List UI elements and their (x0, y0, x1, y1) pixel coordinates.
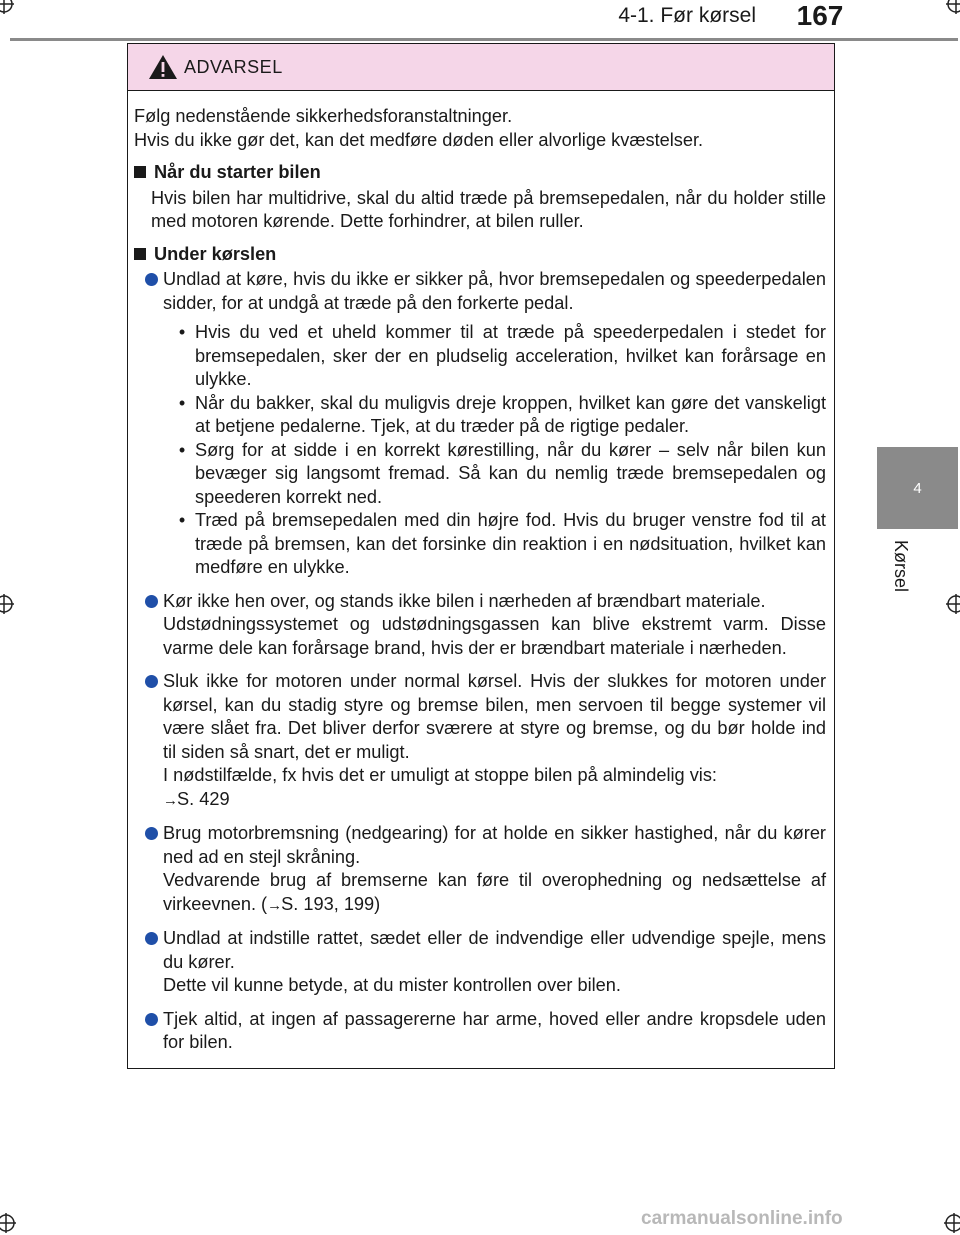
page-reference-link[interactable]: S. 193, 199 (281, 893, 375, 914)
item-3-reference[interactable] (163, 788, 826, 813)
circle-bullet-icon (145, 932, 158, 945)
crop-mark-bottom-left (0, 1207, 24, 1233)
circle-bullet-icon (145, 595, 158, 608)
square-bullet-icon (134, 248, 146, 260)
section-heading (134, 161, 826, 185)
chapter-tab (877, 447, 958, 529)
crop-mark-top-left (0, 0, 24, 24)
sub-bullet-item: • Sørg for at sidde i en korrekt kørestilling, når du kører – selv når bilen kun bevæger sig langsomt fremad. Så kan du nemlig træde bremsepedalen og speederen korrekt ned. (163, 439, 826, 510)
square-bullet-icon (134, 166, 146, 178)
chapter-label: Kørsel (891, 540, 911, 593)
warning-title: ADVARSEL (184, 56, 283, 77)
item-1-text: Undlad at køre, hvis du ikke er sikker på, hvor bremsepedalen og speederpedalen sidder, for at undgå at træde på den forkerte pedal. (163, 269, 826, 313)
item-5-text: Undlad at indstille rattet, sædet eller de indvendige eller udvendige spejle, mens du kører. (163, 928, 826, 972)
circle-bullet-icon (145, 827, 158, 840)
circle-bullet-icon (145, 273, 158, 286)
header-rule (10, 38, 958, 41)
crop-mark-mid-left (0, 591, 22, 617)
bullet-dot-icon: • (178, 439, 186, 460)
section-heading (134, 243, 826, 267)
circle-bullet-icon (145, 675, 158, 688)
bullet-dot-icon: • (178, 510, 186, 530)
section-starting (134, 161, 826, 234)
sub-bullet-item: • Hvis du ved et uheld kommer til at træde på speederpedalen i stedet for bremsepedalen, sker der en pludselig acceleration, hvilket kan forårsage en ulykke. (163, 321, 826, 392)
intro-line-1: Følg nedenstående sikkerhedsforanstaltninger. (134, 106, 513, 126)
circle-bullet-icon (145, 1013, 158, 1026)
section-driving (134, 243, 826, 1055)
list-item (134, 1008, 826, 1055)
sub-bullet-item: • Træd på bremsepedalen med din højre fod. Hvis du bruger venstre fod til at træde på bremsen, kan det forsinke din reaktion i en nødsituation, hvilket kan medføre en ulykke. (163, 509, 826, 580)
crop-mark-top-right (936, 0, 960, 24)
section-title: 4-1. Før kørsel (618, 4, 756, 27)
bullet-dot-icon: • (178, 392, 186, 413)
section-starting-text: Hvis bilen har multidrive, skal du altid træde på bremsepedalen, når du holder stille med motoren kørende. Dette forhindrer, at bilen ruller. (151, 187, 826, 231)
chapter-number: 4 (913, 479, 922, 497)
page-number: 167 (796, 0, 844, 31)
page-reference-link[interactable]: S. 429 (177, 788, 230, 809)
item-2-detail: Udstødningssystemet og udstødningsgassen kan blive ekstremt varm. Disse varme dele kan forårsage brand, hvis der er brændbart materiale i nærheden. (163, 614, 826, 658)
arrow-right-icon: → (267, 896, 282, 914)
item-4-text: Brug motorbremsning (nedgearing) for at holde en sikker hastighed, når du kører ned ad en stejl skråning. (163, 823, 826, 867)
list-item (134, 822, 826, 917)
item-6-text: Tjek altid, at ingen af passagererne har arme, hoved eller andre kropsdele uden for bilen. (163, 1008, 826, 1052)
item-3-detail: I nødstilfælde, fx hvis det er umuligt at stoppe bilen på almindelig vis: (163, 765, 717, 785)
arrow-right-icon: → (163, 791, 177, 809)
intro-line-2: Hvis du ikke gør det, kan det medføre døden eller alvorlige kvæstelser. (134, 129, 704, 150)
item-4-detail: Vedvarende brug af bremserne kan føre til overophedning og nedsættelse af virkeevnen. (→S. 193, 199) (163, 870, 826, 914)
bullet-dot-icon: • (178, 322, 186, 342)
section-starting-heading: Når du starter bilen (154, 162, 321, 182)
warning-triangle-icon (148, 54, 178, 80)
item-5-detail: Dette vil kunne betyde, at du mister kontrollen over bilen. (163, 975, 621, 995)
list-item (134, 670, 826, 812)
item-2-text: Kør ikke hen over, og stands ikke bilen i nærheden af brændbart materiale. (163, 590, 766, 611)
warning-box (127, 43, 835, 1069)
list-item (134, 590, 826, 661)
sub-bullet-list (163, 321, 826, 580)
sub-bullet-item: • Når du bakker, skal du muligvis dreje kroppen, hvilket kan gøre det vanskeligt at betjene pedalerne. Tjek, at du træder på de rigtige pedaler. (163, 392, 826, 439)
warning-body (128, 91, 834, 1055)
section-driving-heading: Under kørslen (154, 243, 277, 264)
watermark: carmanualsonline.info (641, 1208, 843, 1229)
item-3-text: Sluk ikke for motoren under normal kørsel. Hvis der slukkes for motoren under kørsel, kan du stadig styre og bremse bilen, men servoen til begge systemer vil være slået fra. Det bliver derfor sværere at styre og bremse, og du bør holde ind til siden så snart, det er muligt. (163, 671, 826, 762)
crop-mark-bottom-right (936, 1207, 960, 1233)
list-item (134, 268, 826, 580)
crop-mark-mid-right (938, 591, 960, 617)
warning-intro (134, 105, 826, 152)
warning-header (128, 44, 834, 91)
list-item (134, 927, 826, 998)
